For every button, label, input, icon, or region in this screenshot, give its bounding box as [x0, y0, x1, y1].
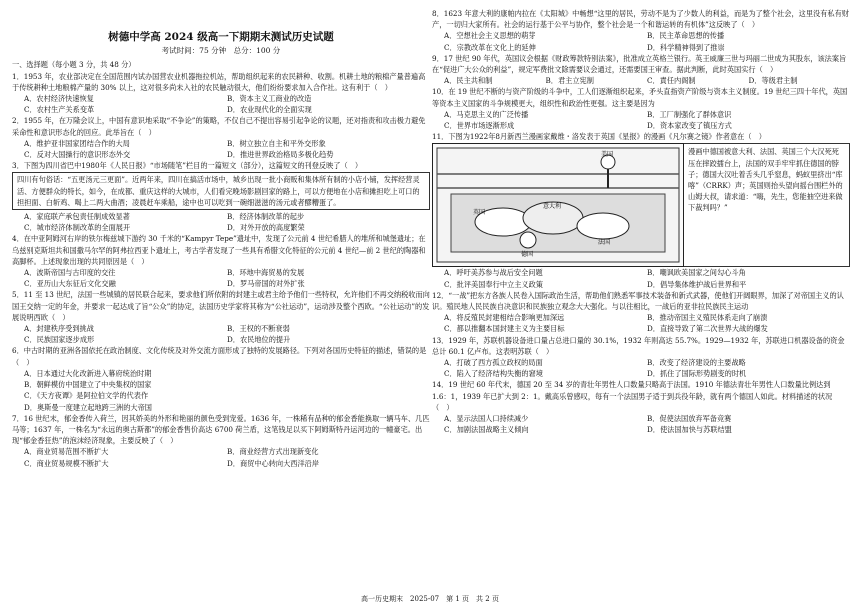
- option: C．亚历山大东征后文化交融: [24, 279, 116, 289]
- page-footer: 高一历史期末 2025-07 第 1 页 共 2 页: [361, 595, 499, 603]
- question-4-options: [12, 267, 430, 289]
- question-1-options: [12, 93, 430, 115]
- question-4: 4．在中亚阿姆河右岸的铁尔梅兹城下游约 30 千米的“Kampyr Tepe”遗址中，发现了公元前 4 世纪希腊人的堆所和城堡遗址；在乌兹别克斯坦共和国撒马尔罕的阿弗拉西亚卜遗址上，考古学者发现了一些具有希腊文化特征的公元前 4 世纪—前 2 世纪的陶器和高脚杯。上述现象出现的共同原因是（ ）: [12, 234, 426, 266]
- option: A．波斯帝国与古印度的交往: [24, 268, 116, 278]
- question-8: 8．1623 年意大利的康帕内拉在《太阳城》中畅想“这里的居民，劳动不是为了少数人的利益，而是为了整个社会，这里没有私有财产，一切归大家所有。社会的运行基于公平与协作，整个社会是一个和谐运转的有机体”这反映了（ ）: [432, 9, 849, 30]
- option: D．奥斯曼一度建立起地跨三洲的大帝国: [24, 402, 152, 412]
- option: B．工厂制强化了群体意识: [647, 109, 732, 119]
- left-column: [12, 0, 430, 469]
- cartoon-label: 法国: [598, 239, 611, 247]
- option: B．资本主义工商业的改造: [227, 94, 312, 104]
- option: B．嘲讽欧美国家之间勾心斗角: [647, 268, 746, 278]
- exam-meta: 考试时间：75 分钟 总分：100 分: [161, 46, 281, 56]
- option: D．罗马帝国的对外扩张: [227, 279, 305, 289]
- option: A．封建秩序受到挑战: [24, 324, 94, 334]
- question-3: 3．下图为四川省巴中1980年《人民日报》“市场随笔”栏目的一篇短文（部分），这篇短文的刊登反映了（ ）: [12, 161, 363, 171]
- question-3-excerpt: 四川有句俗话：“五更汤元三更面”。近两年来，四川在搞活市场中，城乡出现一批小商贩和集体所有制的小店小铺，发挥经营灵活、方便群众的特长，如今，在成都、重庆这样的大城市，人们看完晚场影剧回家的路上，可以方便地在小店和摊担吃上可口的担担面、白斩鸡、喝上二两大曲酒；凌晨赶车乘船，途中也可以吃到一碗细滋滋的汤元或者醪糟蛋了。: [12, 172, 430, 210]
- option: C．《天方夜谭》是阿拉伯文学的代表作: [24, 391, 149, 401]
- question-12-options: [432, 312, 850, 334]
- question-13-options: [432, 357, 850, 379]
- question-5-options: [12, 323, 430, 345]
- option: C．民族国家逐步成形: [24, 335, 95, 345]
- option: A．将反殖民封建相结合影响更加深远: [444, 313, 565, 323]
- option: A．日本通过大化改新进入幕府统治时期: [24, 368, 152, 378]
- question-5: 5．11 至 13 世纪，法国一些城镇的居民联合起来，要求他们所依附的封建主或君主给予他们一些特权，允许他们不再交纳税收而向国王交纳一定的年金，并要求一起达成了旨“公众”的协定，法国历史学家将其称为“公社运动”，运动涉及整个西欧。“公社运动”的发展说明西欧（ ）: [12, 290, 430, 322]
- option: C．商业贸易规模不断扩大: [24, 458, 109, 468]
- option: A．维护亚非国家团结合作的大局: [24, 138, 130, 148]
- option: B．民主革命思想的传播: [647, 31, 725, 41]
- option: D．商贸中心转向大西洋沿岸: [227, 458, 320, 468]
- option: A．显示法国人口持续减少: [444, 414, 529, 424]
- question-7: 7．16 世纪末，郁金香传入荷兰，因其娇美的外形和艳丽的颜色受到宠爱。1636 年，一株稀有品种的郁金香能换取一辆马车、几匹马等；1637 年，一株名为“永远的奥古斯都”的郁金香售价高达 6700 荷兰盾，这笔钱足以买下阿姆斯特丹运河边的一幢豪宅。出现“郁金香狂热”的泡沫经济现象，主要反映了（ ）: [12, 413, 430, 446]
- question-2: 2．1955 年，在万隆会议上，中国有意识地采取“不争论”的策略，不仅自己不提出容易引起争论的议题，还对指责和攻击极力避免采命性和意识形态化的回应。此举旨在（ ）: [12, 116, 426, 137]
- option: B．王权的不断衰弱: [227, 324, 290, 334]
- option: B．朝鲜模仿中国建立了中央集权的国家: [24, 380, 152, 390]
- option: C．世界市场逐渐形成: [444, 121, 515, 131]
- cartoon-drawing: [433, 144, 683, 266]
- option: B．改变了经济建设的主要战略: [647, 358, 746, 368]
- option: A．呼吁美苏参与战后安全问题: [444, 268, 543, 278]
- option: C．加剧法国战略主义倾向: [444, 425, 529, 435]
- question-6: 6．中古时期的亚洲各国依托在政治制度、文化传统及对外交流方面形成了独特的发展路径。下列对各国历史特征的描述，错误的是（ ）: [12, 346, 427, 367]
- question-1: 1．1953 年，农业部决定在全国范围内试办国营农业机器拖拉机站，帮助组织起来的农民耕种、收割。机耕土地的粮棉产量普遍高于传统耕种土地粮棉产量的 30% 以上，这对很多尚未入社的农民触动很大，他们纷纷要求加入合作社。这有利于（ ）: [12, 71, 426, 92]
- option: D．科学精神得到了推崇: [647, 42, 725, 52]
- cartoon-label: 德国: [521, 251, 534, 259]
- question-6-options: [12, 368, 430, 413]
- question-3-options: [12, 211, 430, 233]
- option: C．反对大国操行的意识形态外交: [24, 150, 131, 160]
- option: C．責任内阁制: [647, 76, 696, 86]
- option: C．都以推翻本国封建主义为主要目标: [444, 324, 565, 334]
- option: D．抓住了国际形势剧变的时机: [647, 369, 747, 379]
- option: B．环地中海贸易的发展: [227, 268, 305, 278]
- question-14: 14．19 世纪 60 年代末，德国 20 至 34 岁的青壮年男性人口数量只略高于法国。1910 年德法青壮年男性人口数量比例达到 1.6：1，1939 年已扩大到 2：1。戴高乐曾感叹，每有一个法国男子适于到兵役年龄，就有两个德国人如此。材料描述的状况（ ）: [432, 380, 833, 412]
- option: D．资本家改变了镇压方式: [647, 121, 732, 131]
- question-11-figure: [432, 143, 850, 267]
- option: A．空想社会主义思想的萌芽: [444, 31, 536, 41]
- option: C．城市经济体制改革的全面展开: [24, 223, 131, 233]
- question-10: 10．在 19 世纪不断的与资产阶级的斗争中，工人们逐渐组织起来，矛头直指资产阶级与资本主义制度。19 世纪三四十年代，英国等资本主义国家的斗争规模更大，组织性和政治性更强。这主要是因为: [432, 87, 848, 108]
- option: B．君主立宪制: [545, 76, 594, 86]
- option: D．使法国加快与苏联结盟: [647, 425, 732, 435]
- option: A．商业贸易范围不断扩大: [24, 447, 109, 457]
- option: C．批评美国奉行中立主义政策: [444, 279, 543, 289]
- option: C．农村生产关系变革: [24, 105, 95, 115]
- question-12: 12．“一战”把东方各族人民卷入国际政治生活，帮助他们熟悉军事技术装备和新式武器，使他们开阔眼界，加深了对帝国主义的认识。殖民地人民民族自决意识和民族独立观念大大强化。与以往相比，一战后的亚非拉民族民主运动: [432, 290, 844, 312]
- question-10-options: [432, 109, 850, 131]
- section-heading: 一、选择题（每小题 3 分，共 48 分）: [12, 60, 136, 70]
- question-9: 9．17 世纪 90 年代，英国议会根据《财政筹款特别法案》，批准成立英格兰银行。英王威廉三世与玛丽二世成为其股东，该法案旨在“促进广大公众的利益”，规定军费批文除需要议会通过，还需要国王审查。据此判断，此时英国实行（ ）: [432, 53, 847, 75]
- cartoon-image: [432, 143, 684, 267]
- question-11: 11．下图为1922年8月新西兰漫画家戴维・洛发表于英国《星报》的漫画《凡尔赛之镜》作者意在（ ）: [432, 132, 766, 142]
- option: C．宗教改革在文化上的延伸: [444, 42, 536, 52]
- right-column: [432, 8, 850, 435]
- cartoon-caption: 漫画中德国被意大利、法国、英国三个大汉死死压在摔跤擂台上，法国的双手牢牢抓住德国的脖子；德国大汉吐着舌头几乎窒息，蚂蚁里挤出“库喀”（CRRK）声；英国则抬头望向摇台围栏外的山姆大叔，请求道：“嗨，先生，您能抽空进来做下裁判吗？”: [684, 143, 850, 267]
- option: D．等级君主制: [748, 76, 798, 86]
- option: D．倡导集体维护战后世界和平: [647, 279, 747, 289]
- cartoon-label: 意大利: [543, 203, 562, 211]
- option: B．树立独立自主和平外交形象: [227, 138, 326, 148]
- option: A．打破了西方孤立政权的局面: [444, 358, 543, 368]
- option: A．家庭联产承包责任制成效显著: [24, 212, 130, 222]
- option: B．经济体制改革的起步: [227, 212, 305, 222]
- option: A．马克思主义的广泛传播: [444, 109, 529, 119]
- question-7-options: [12, 446, 430, 468]
- option: C．陷入了经济结构失衡的窘境: [444, 369, 543, 379]
- question-9-options: [432, 75, 850, 86]
- cartoon-label: 美国: [601, 151, 614, 159]
- option: B．促使法国放弃军备竞赛: [647, 414, 732, 424]
- question-14-options: [432, 413, 850, 435]
- question-8-options: [432, 30, 850, 52]
- question-11-options: [432, 267, 850, 289]
- option: B．推动帝国主义殖民体系走向了崩溃: [647, 313, 768, 323]
- option: D．农业现代化的全面实现: [227, 105, 312, 115]
- question-2-options: [12, 138, 430, 160]
- cartoon-label: 英国: [473, 209, 486, 217]
- option: A．民主共和制: [444, 76, 493, 86]
- option: A．农村经济快速恢复: [24, 94, 94, 104]
- option: D．直接导致了第二次世界大战的爆发: [647, 324, 768, 334]
- page-title: 树德中学高 2024 级高一下期期末测试历史试题: [108, 31, 334, 43]
- option: D．农民地位的提升: [227, 335, 291, 345]
- option: D．推进世界政治格局多极化趋势: [227, 150, 334, 160]
- question-13: 13．1929 年，苏联机器设备进口量占总进口量的 30.1%，1932 年则高达 55.7%。1929—1932 年，苏联进口机器设备的资金总计 60.1 亿卢布。这表明苏联（ ）: [432, 335, 845, 356]
- option: B．商业经营方式出现新变化: [227, 447, 319, 457]
- option: D．对外开放的高度繁荣: [227, 223, 305, 233]
